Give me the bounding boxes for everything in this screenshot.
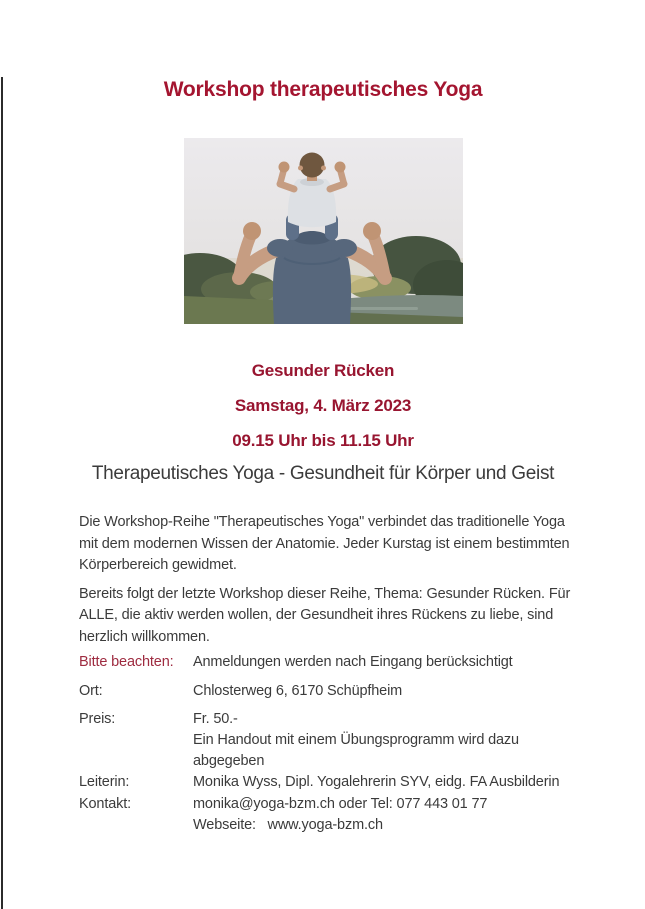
paragraph-line: Die Workshop-Reihe "Therapeutisches Yoga" verbindet das traditionelle Yoga bbox=[79, 514, 565, 530]
detail-value-email-phone: monika@yoga-bzm.ch oder Tel: 077 443 01 77 bbox=[193, 796, 488, 812]
time-heading: 09.15 Uhr bis 11.15 Uhr bbox=[232, 431, 414, 450]
flyer-page bbox=[0, 77, 645, 836]
paragraph-line: Körperbereich gewidmet. bbox=[79, 557, 237, 573]
paragraph-line: Bereits folgt der letzte Workshop dieser Reihe, Thema: Gesunder Rücken. Für bbox=[79, 585, 571, 602]
detail-label: Kontakt: bbox=[79, 796, 131, 812]
intro-paragraph bbox=[79, 512, 570, 577]
detail-value: Chlosterweg 6, 6170 Schüpfheim bbox=[193, 683, 403, 699]
details-list bbox=[79, 652, 567, 836]
detail-value: Anmeldungen werden nach Eingang berücksichtigt bbox=[193, 654, 513, 670]
detail-value: Monika Wyss, Dipl. Yogalehrerin SYV, eidg. FA Ausbilderin bbox=[193, 774, 560, 790]
detail-row-ort bbox=[79, 681, 567, 702]
topic-heading: Gesunder Rücken bbox=[251, 361, 395, 380]
detail-row-bitte-beachten bbox=[79, 652, 567, 673]
detail-value-website: Webseite: www.yoga-bzm.ch bbox=[193, 817, 383, 833]
page-left-border bbox=[1, 77, 3, 909]
subtitle-heading: Therapeutisches Yoga - Gesundheit für Körper und Geist bbox=[91, 463, 555, 484]
hero-photo-illustration bbox=[184, 138, 463, 324]
workshop-paragraph bbox=[79, 584, 571, 649]
detail-row-kontakt bbox=[79, 794, 567, 836]
detail-label: Preis: bbox=[79, 711, 116, 727]
detail-label: Ort: bbox=[79, 683, 103, 699]
paragraph-line: mit dem modernen Wissen der Anatomie. Jeder Kurstag ist einem bestimmten bbox=[79, 535, 570, 552]
paragraph-line: ALLE, die aktiv werden wollen, der Gesundheit ihres Rückens zu liebe, sind bbox=[79, 607, 554, 623]
page-title: Workshop therapeutisches Yoga bbox=[163, 78, 483, 101]
detail-row-preis bbox=[79, 709, 567, 772]
paragraph-line: herzlich willkommen. bbox=[79, 628, 210, 645]
detail-value: Fr. 50.- bbox=[193, 711, 238, 727]
date-heading: Samstag, 4. März 2023 bbox=[234, 396, 412, 415]
hero-photo bbox=[184, 138, 463, 324]
detail-value: Ein Handout mit einem Übungsprogramm wird dazu bbox=[193, 732, 519, 748]
detail-row-leiterin bbox=[79, 772, 567, 793]
detail-label: Leiterin: bbox=[79, 774, 130, 790]
detail-label: Bitte beachten: bbox=[79, 654, 174, 670]
detail-value: abgegeben bbox=[193, 753, 265, 769]
